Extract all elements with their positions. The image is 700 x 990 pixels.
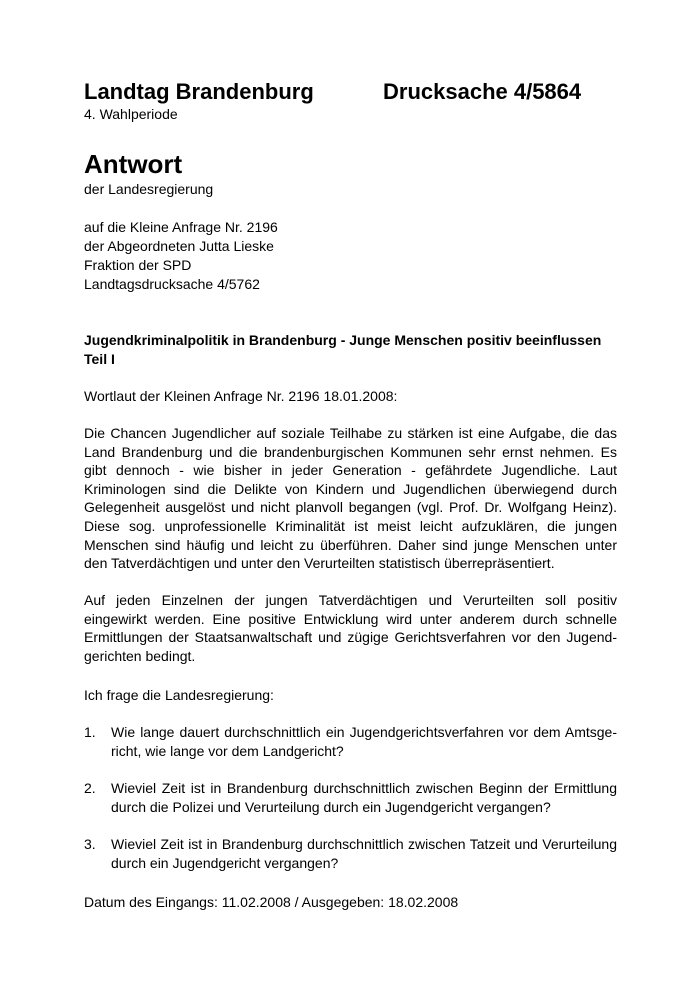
- question-number: 3.: [84, 836, 96, 852]
- legislative-period: 4. Wahlperiode: [84, 106, 178, 122]
- question-text: Wieviel Zeit ist in Brandenburg durchschnittlich zwischen Beginn der Ermittlung durch die Polizei und Verurteilung durch ein Jugendgericht vergangen?: [111, 780, 617, 815]
- question-intro: Ich frage die Landesregierung:: [84, 687, 274, 703]
- inquiry-faction: Fraktion der SPD: [84, 257, 192, 273]
- document-number: Drucksache 4/5864: [383, 79, 582, 104]
- parliament-name: Landtag Brandenburg: [84, 79, 314, 104]
- paragraph: Die Chancen Jugendlicher auf soziale Teilhabe zu stärken ist eine Aufgabe, die das Land Brandenburg und die brandenburgischen Kommunen sehr ernst nehmen. Es gibt dennoch - wie bisher in jeder Generation - gefährdete Jugendliche. Laut Kriminologen sind die Delikte von Kindern und Jugendlichen überwiegend durch Gelegenheit ausgelöst und nicht planvoll begangen (vgl. Prof. Dr. Wolfgang Heinz). Diese sog. unprofessionelle Kriminalität ist meist leicht aufzuklären, die jungen Menschen sind häufig und leicht zu überführen. Daher sind junge Menschen unter den Tatverdächtigen und unter den Verurteilten statistisch überrepräsentiert.: [84, 425, 617, 572]
- inquiry-reference: [84, 218, 278, 294]
- inquiry-print-number: Landtagsdrucksache 4/5762: [84, 276, 260, 292]
- inquiry-wording-label: Wortlaut der Kleinen Anfrage Nr. 2196 18.01.2008:: [84, 388, 398, 404]
- document-title: Jugendkriminalpolitik in Brandenburg - Junge Menschen positiv beeinflussen Teil I: [84, 332, 602, 367]
- question-item: [84, 723, 617, 761]
- inquiry-number: auf die Kleine Anfrage Nr. 2196: [84, 219, 278, 235]
- receipt-dates: Datum des Eingangs: 11.02.2008 / Ausgegeben: 18.02.2008: [84, 894, 459, 910]
- question-text: Wieviel Zeit ist in Brandenburg durchschnittlich zwischen Tatzeit und Verurteilung durch ein Jugendgericht vergangen?: [111, 836, 617, 871]
- document-header: [84, 78, 644, 106]
- question-item: [84, 835, 617, 873]
- answer-heading: Antwort: [84, 149, 183, 179]
- question-item: [84, 779, 617, 817]
- question-number: 2.: [84, 780, 96, 796]
- paragraph: Auf jeden Einzelnen der jungen Tatverdächtigen und Verurteilten soll positiv eingewirkt werden. Eine positive Entwicklung wird unter anderem durch schnelle Ermittlungen der Staatsanwaltschaft und zügige Gerichtsverfahren vor den Jugend-gerichten bedingt.: [84, 592, 617, 664]
- answer-subheading: der Landesregierung: [84, 181, 214, 197]
- question-text: Wie lange dauert durchschnittlich ein Jugendgerichtsverfahren vor dem Amtsge-richt, wie lange vor dem Landgericht?: [111, 724, 617, 759]
- question-number: 1.: [84, 724, 96, 740]
- inquiry-member: der Abgeordneten Jutta Lieske: [84, 238, 274, 254]
